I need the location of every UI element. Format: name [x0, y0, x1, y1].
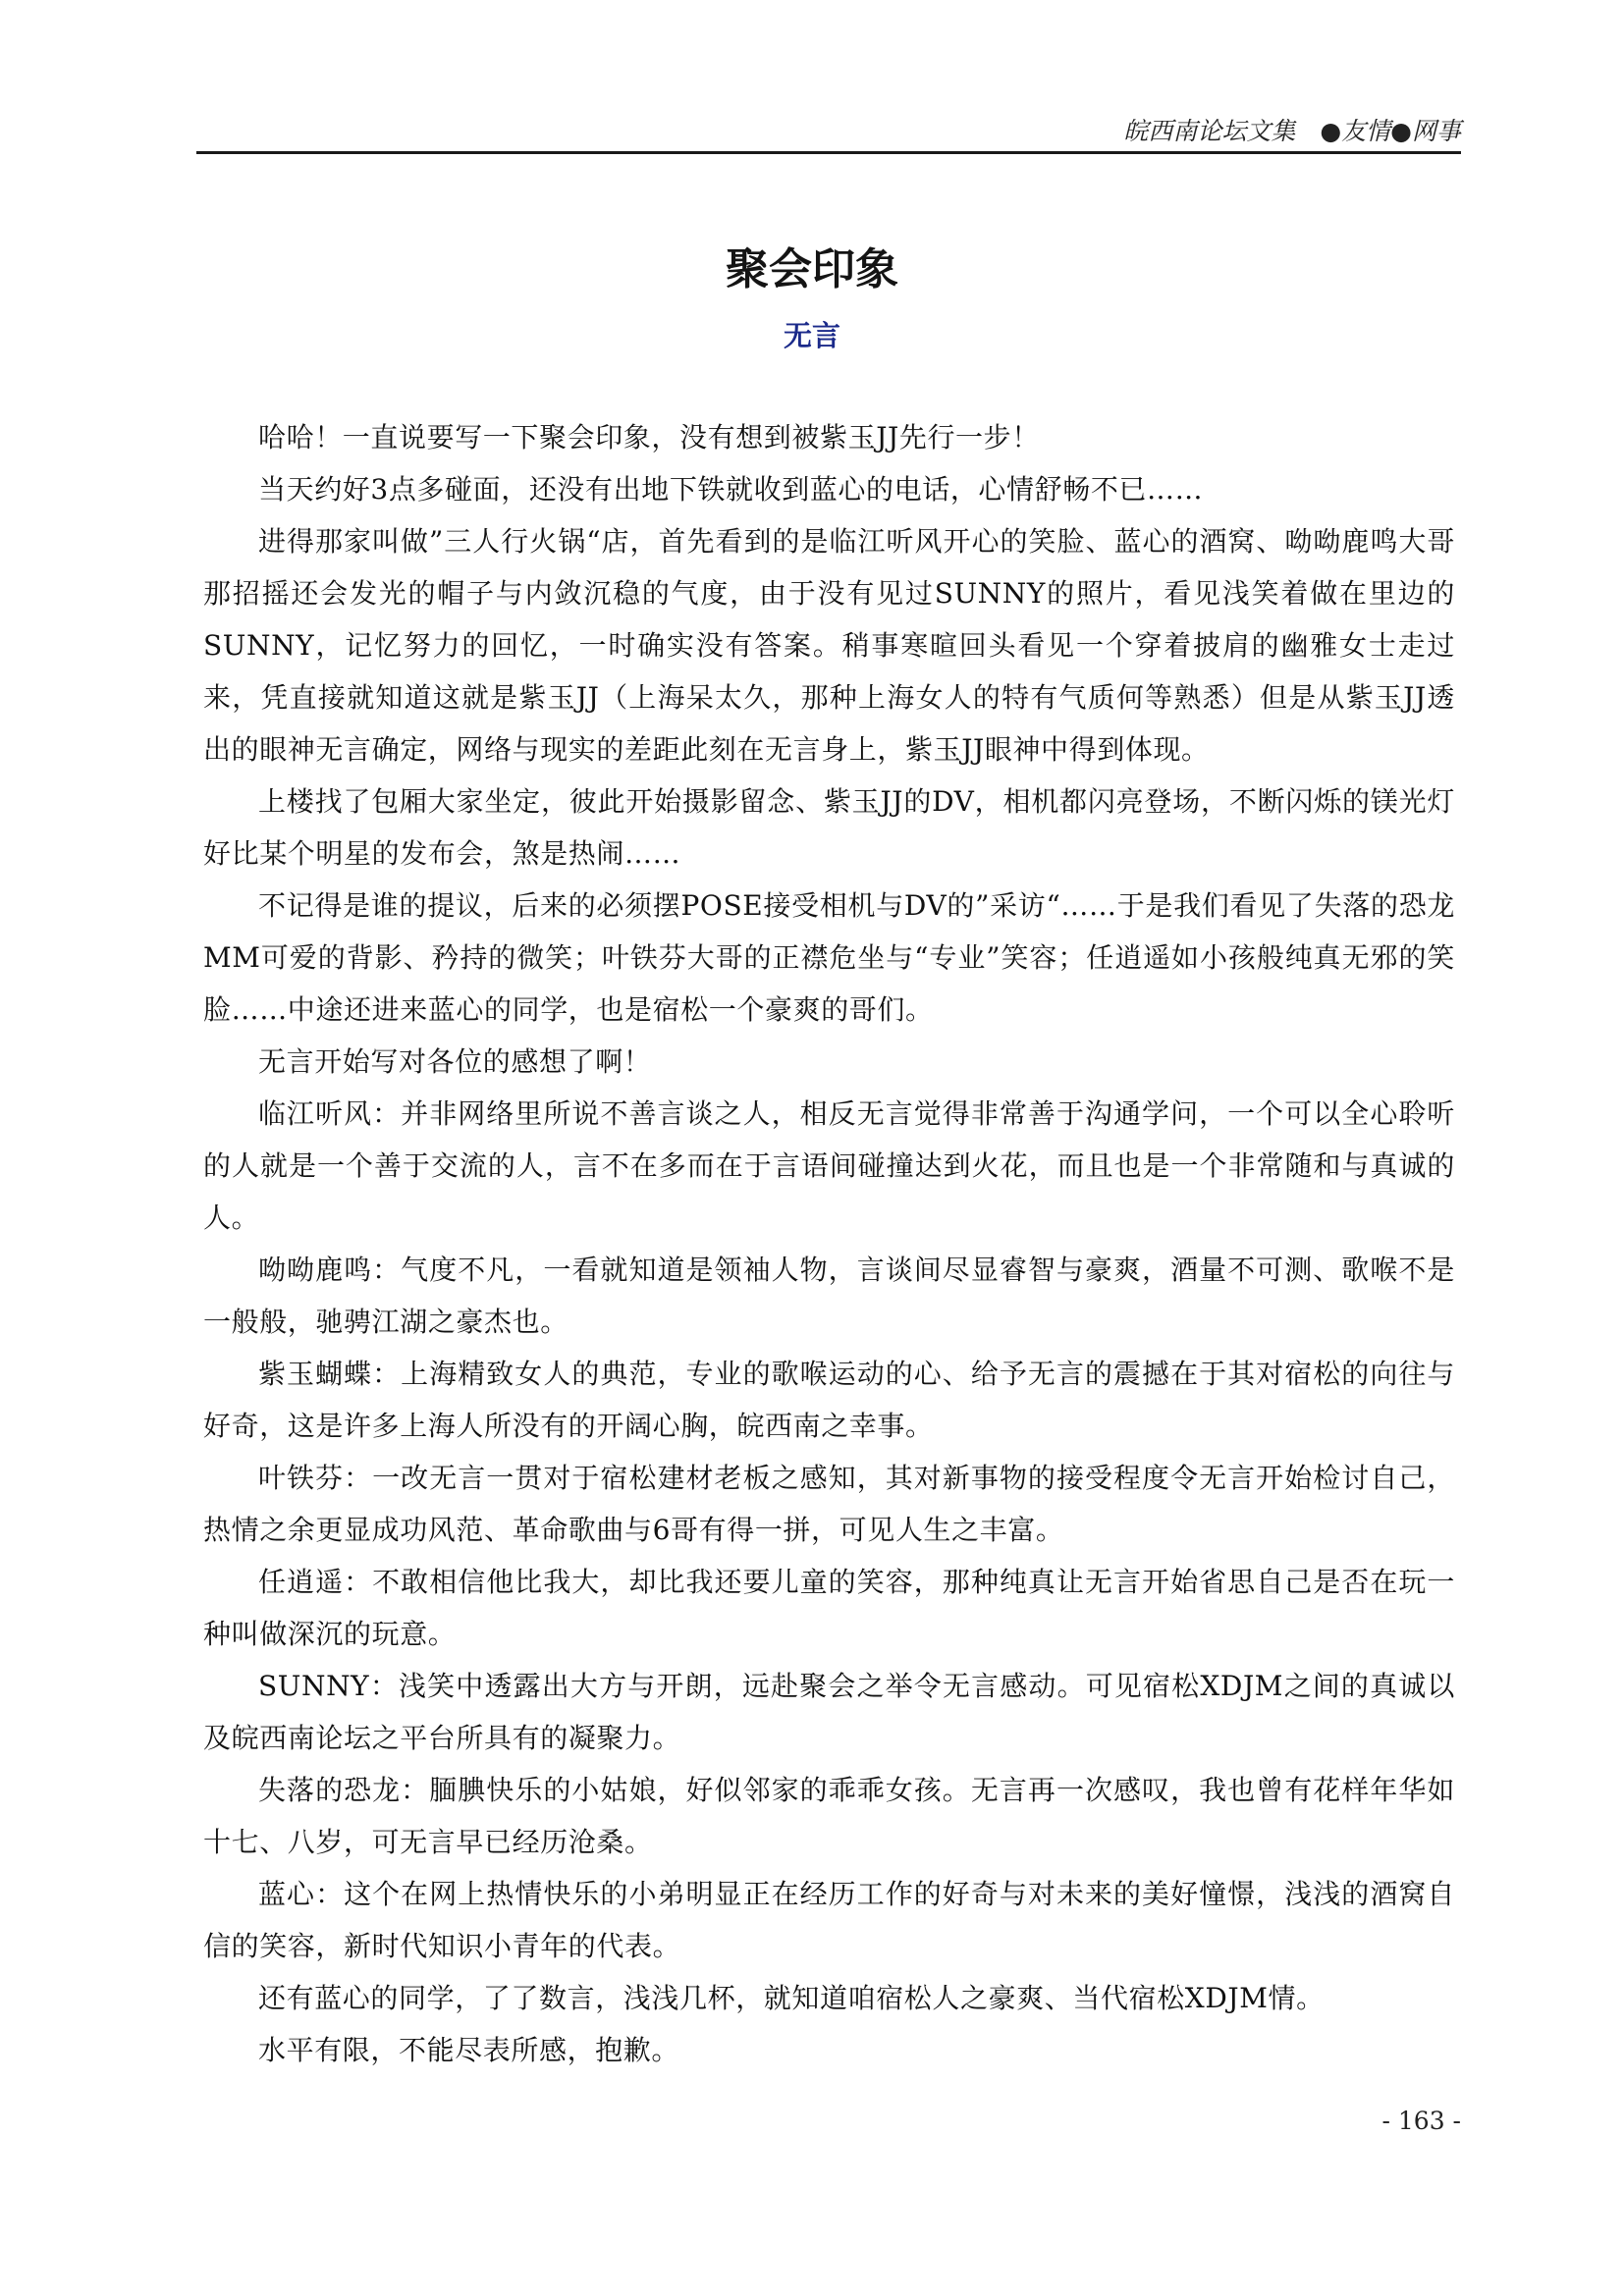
paragraph: 当天约好3点多碰面，还没有出地下铁就收到蓝心的电话，心情舒畅不已…… — [258, 473, 1204, 506]
paragraph: 失落的恐龙：腼腆快乐的小姑娘，好似邻家的乖乖女孩。无言再一次感叹，我也曾有花样年华如十七、八岁，可无言早已经历沧桑。 — [203, 1774, 1455, 1858]
paragraph: 叶铁芬：一改无言一贯对于宿松建材老板之感知，其对新事物的接受程度令无言开始检讨自己，热情之余更显成功风范、革命歌曲与6哥有得一拼，可见人生之丰富。 — [203, 1462, 1455, 1546]
paragraph: SUNNY：浅笑中透露出大方与开朗，远赴聚会之举令无言感动。可见宿松XDJM之间的真诚以及皖西南论坛之平台所具有的凝聚力。 — [203, 1670, 1455, 1754]
paragraph: 进得那家叫做”三人行火锅“店，首先看到的是临江听风开心的笑脸、蓝心的酒窝、呦呦鹿鸣大哥那招摇还会发光的帽子与内敛沉稳的气度，由于没有见过SUNNY的照片，看见浅笑着做在里边的SUNNY，记忆努力的回忆，一时确实没有答案。稍事寒暄回头看见一个穿着披肩的幽雅女士走过来，凭直接就知道这就是紫玉JJ（上海呆太久，那种上海女人的特有气质何等熟悉）但是从紫玉JJ透出的眼神无言确定，网络与现实的差距此刻在无言身上，紫玉JJ眼神中得到体现。 — [203, 525, 1455, 766]
article-title: 聚会印象 — [726, 244, 898, 294]
paragraph: 哈哈！一直说要写一下聚会印象，没有想到被紫玉JJ先行一步！ — [258, 421, 1040, 454]
paragraph: 上楼找了包厢大家坐定，彼此开始摄影留念、紫玉JJ的DV，相机都闪亮登场，不断闪烁的镁光灯好比某个明星的发布会，煞是热闹…… — [203, 785, 1455, 870]
paragraph: 蓝心：这个在网上热情快乐的小弟明显正在经历工作的好奇与对未来的美好憧憬，浅浅的酒窝自信的笑容，新时代知识小青年的代表。 — [203, 1878, 1455, 1962]
paragraph: 还有蓝心的同学，了了数言，浅浅几杯，就知道咱宿松人之豪爽、当代宿松XDJM情。 — [258, 1982, 1325, 2014]
paragraph: 呦呦鹿鸣：气度不凡，一看就知道是领袖人物，言谈间尽显睿智与豪爽，酒量不可测、歌喉不是一般般，驰骋江湖之豪杰也。 — [203, 1254, 1455, 1338]
article-author: 无言 — [783, 319, 840, 352]
article-body — [203, 411, 1455, 2076]
paragraph: 不记得是谁的提议，后来的必须摆POSE接受相机与DV的”采访“……于是我们看见了失落的恐龙MM可爱的背影、矜持的微笑；叶铁芬大哥的正襟危坐与“专业”笑容；任逍遥如小孩般纯真无邪的笑脸……中途还进来蓝心的同学，也是宿松一个豪爽的哥们。 — [203, 889, 1455, 1026]
paragraph: 水平有限，不能尽表所感，抱歉。 — [258, 2034, 680, 2066]
paragraph: 临江听风：并非网络里所说不善言谈之人，相反无言觉得非常善于沟通学问，一个可以全心聆听的人就是一个善于交流的人，言不在多而在于言语间碰撞达到火花，而且也是一个非常随和与真诚的人。 — [203, 1097, 1455, 1234]
page-number: - 163 - — [1381, 2107, 1461, 2135]
paragraph: 任逍遥：不敢相信他比我大，却比我还要儿童的笑容，那种纯真让无言开始省思自己是否在玩一种叫做深沉的玩意。 — [203, 1566, 1455, 1650]
header-divider — [196, 151, 1461, 154]
running-header: 皖西南论坛文集 ●友情●网事 — [1123, 117, 1461, 145]
paragraph: 紫玉蝴蝶：上海精致女人的典范，专业的歌喉运动的心、给予无言的震撼在于其对宿松的向往与好奇，这是许多上海人所没有的开阔心胸，皖西南之幸事。 — [203, 1358, 1455, 1442]
paragraph: 无言开始写对各位的感想了啊！ — [258, 1045, 652, 1078]
